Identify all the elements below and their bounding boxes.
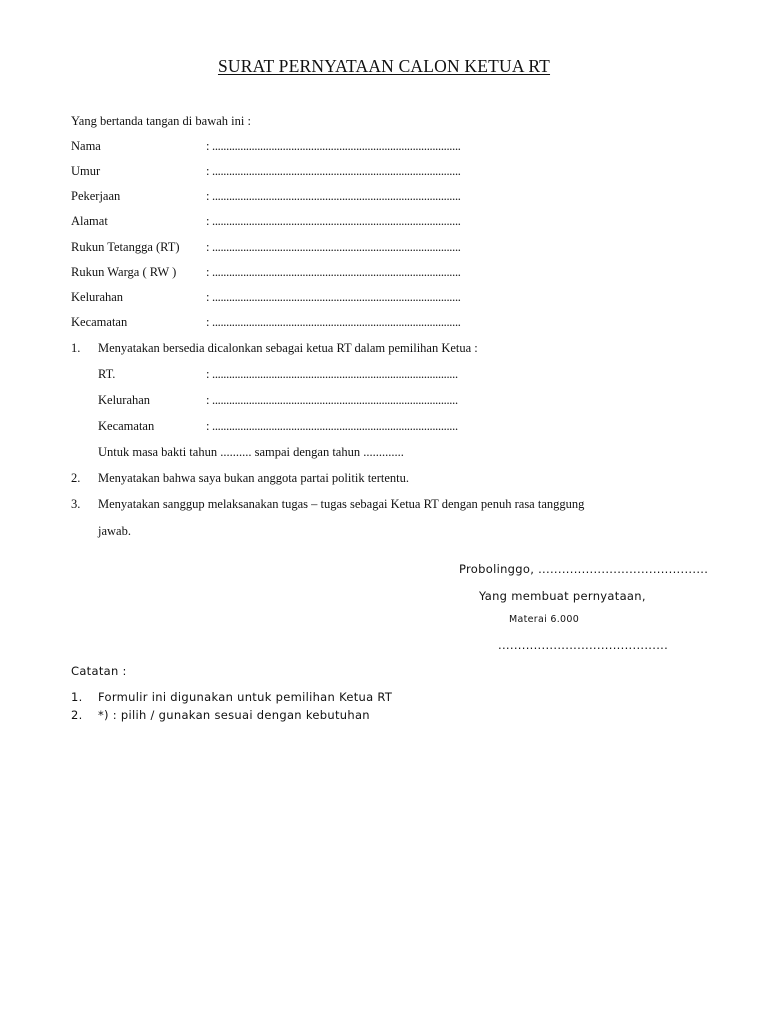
note-number: 2. bbox=[71, 708, 83, 722]
statement-text: Menyatakan bahwa saya bukan anggota partai politik tertentu. bbox=[98, 471, 410, 485]
made-by-label: Yang membuat pernyataan, bbox=[479, 589, 646, 603]
statement-number: 2. bbox=[71, 471, 81, 485]
statement-text-continued: jawab. bbox=[98, 524, 131, 538]
field-label: Rukun Warga ( RW ) bbox=[71, 265, 177, 279]
subfield-label: Kelurahan bbox=[98, 393, 151, 407]
notes-heading: Catatan : bbox=[71, 664, 127, 678]
field-value: : ........................................................................................ bbox=[206, 139, 461, 153]
term-text: Untuk masa bakti tahun .......... sampai dengan tahun ............. bbox=[98, 445, 404, 459]
note-text: Formulir ini digunakan untuk pemilihan Ketua RT bbox=[98, 690, 393, 704]
field-label: Pekerjaan bbox=[71, 189, 121, 203]
place-date: Probolinggo, ........................................... bbox=[459, 562, 709, 576]
field-value: : ........................................................................................ bbox=[206, 214, 461, 228]
note-number: 1. bbox=[71, 690, 83, 704]
field-label: Rukun Tetangga (RT) bbox=[71, 240, 180, 254]
field-value: : ........................................................................................ bbox=[206, 240, 461, 254]
statement-text: Menyatakan bersedia dicalonkan sebagai ketua RT dalam pemilihan Ketua : bbox=[98, 341, 478, 355]
statement-text: Menyatakan sanggup melaksanakan tugas – tugas sebagai Ketua RT dengan penuh rasa tanggung bbox=[98, 497, 585, 511]
field-label: Nama bbox=[71, 139, 101, 153]
subfield-value: : ....................................................................................... bbox=[206, 393, 458, 407]
stamp-label: Materai 6.000 bbox=[509, 614, 580, 625]
field-label: Umur bbox=[71, 164, 101, 178]
field-value: : ........................................................................................ bbox=[206, 189, 461, 203]
field-label: Kelurahan bbox=[71, 290, 124, 304]
note-text: *) : pilih / gunakan sesuai dengan kebutuhan bbox=[98, 708, 370, 722]
document-title: SURAT PERNYATAAN CALON KETUA RT bbox=[217, 56, 551, 76]
intro-text: Yang bertanda tangan di bawah ini : bbox=[71, 114, 251, 128]
field-value: : ........................................................................................ bbox=[206, 290, 461, 304]
statement-number: 3. bbox=[71, 497, 81, 511]
subfield-value: : ....................................................................................... bbox=[206, 419, 458, 433]
field-label: Alamat bbox=[71, 214, 108, 228]
signature-line: ........................................... bbox=[498, 638, 669, 652]
field-label: Kecamatan bbox=[71, 315, 128, 329]
field-value: : ........................................................................................ bbox=[206, 265, 461, 279]
field-value: : ........................................................................................ bbox=[206, 315, 461, 329]
subfield-label: RT. bbox=[98, 367, 116, 381]
subfield-label: Kecamatan bbox=[98, 419, 155, 433]
statement-number: 1. bbox=[71, 341, 81, 355]
subfield-value: : ....................................................................................... bbox=[206, 367, 458, 381]
field-value: : ........................................................................................ bbox=[206, 164, 461, 178]
